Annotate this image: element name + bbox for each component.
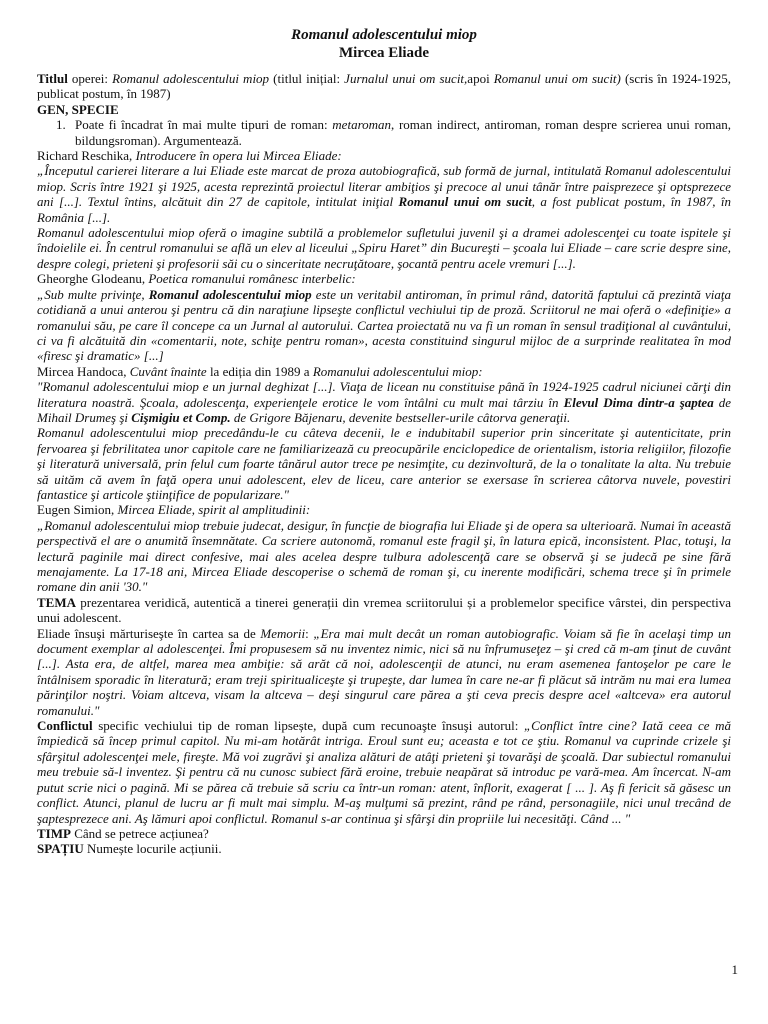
handoca-quote-2: Romanul adolescentului miop precedându-le cu câteva decenii, le e indubitabil superior prin sinceritate şi autenticitate, prin fervoarea şi febrilitatea unor capitole care ne familiarizează cu preocupările enciclopedice de orientalism, istoria religiilor, filozofie şi literatură universală, prin felul cum foarte tânărul autor trece pe nesimţite, cu dezinvoltură, de la o tonalitate la alta. Nu trebuie să uităm că avem în faţă opera unui adolescent, elev de liceu, care anterior se exersase în scrierea câtorva nuvele, povestiri fantastice şi articole ştiinţifice de popularizare." — [37, 425, 731, 502]
gen-list — [37, 117, 731, 148]
simion-quote: „Romanul adolescentului miop trebuie judecat, desigur, în funcţie de biografia lui Eliade şi de opera sa ulterioară. Numai în această perspectivă el are o anumită însemnătate. Ca scriere autonomă, romanul este fragil şi, în latura epică, inconsistent. Plac, totuşi, la lectură paginile mai direct confesive, mai ales acelea despre tulbura adolescenţă care se observă şi se judecă pe sine fără menajamente. La 17-18 ani, Mircea Eliade descoperise o schemă de roman şi, cu inerente modificări, schema trece şi în primele romane din anii '30." — [37, 517, 731, 595]
handoca-intro: Mircea Handoca, Cuvânt înainte la ediția din 1989 a Romanului adolescentului miop: — [37, 363, 483, 379]
document-author: Mircea Eliade — [338, 45, 430, 61]
conflict-paragraph: Conflictul specific vechiului tip de roman lipsește, după cum recunoaşte însuşi autorul: „Conflict între cine? Iată ceea ce mă împiedică să încep primul capitol. Nu mi-am hotărât intriga. Eroul sunt eu; aceasta e tot ce ştiu. Romanul va cuprinde crizele şi sfârşitul adolescenţei mele, fireşte. Mă voi zugrăvi şi analiza alături de atâţi prieteni şi tovarăşi de şcoală. Dar subiectul romanului meu trebuie să-l inventez. Şi pentru că nu cunosc subiect fără eroine, trebuie neapărat să introduc pe vară-mea. Am încercat. N-am putut scrie nici o pagină. Mi se părea că trebuie să scriu ca într-un roman: atent, înflorit, exagerat [ ... ]. Aş fi fericit să găsesc un conflict. Atunci, planul de lucru ar fi mult mai simplu. M-aş mulţumi să prezint, rând pe rând, personagiile, nici unul trecând de şaptesprezece ani. Aş lămuri apoi conflictul. Romanul s-ar continua şi sfârşi din propriile lui necesităţi. Când ... " — [37, 718, 731, 826]
reschika-intro: Richard Reschika, Introducere în opera lui Mircea Eliade: — [37, 148, 342, 164]
page-number: 1 — [731, 962, 738, 977]
simion-intro: Eugen Simion, Mircea Eliade, spirit al amplitudinii: — [37, 502, 311, 518]
document-page — [37, 26, 731, 857]
tema-paragraph: TEMA prezentarea veridică, autentică a tinerei generații din vremea scriitorului și a problemelor specifice vârstei, din perspectiva unui adolescent. — [37, 594, 731, 626]
reschika-quote-1: „Începutul carierei literare a lui Eliade este marcat de proza autobiografică, sub formă de jurnal, intitulată Romanul adolescentului miop. Scris între 1921 şi 1925, acesta reprezintă proiectul literar ambiţios şi precoce al unui tânăr între paisprezece şi optsprezece ani [...]. Textul întins, alcătuit din 27 de capitole, intitulat iniţial Romanul unui om sucit, a fost publicat postum, în 1987, în România [...]. — [37, 163, 731, 225]
gen-specie-heading: GEN, SPECIE — [37, 101, 119, 117]
document-title: Romanul adolescentului miop — [291, 27, 477, 43]
timp-paragraph: TIMP Când se petrece acțiunea? — [37, 825, 209, 841]
reschika-quote-2: Romanul adolescentului miop oferă o imagine subtilă a problemelor sufletului juvenil şi a dramei adolescenţei cu toate ispitele şi îndoielile ei. În centrul romanului se află un elev al liceului „Spiru Haret” din Bucureşti – şcoala lui Eliade – care scrie despre sine, despre colegi, prieteni şi profesorii săi cu o sinceritate necruţătoare, şocantă pentru acele vremuri [...]. — [37, 225, 731, 271]
glodeanu-quote: „Sub multe privinţe, Romanul adolescentului miop este un veritabil antiroman, în primul rând, datorită faptului că prezintă viaţa cotidiană a unui anterou şi pentru că din naraţiune lipseşte conflictul vechiului tip de proză. Scriitorul ne mai oferă o «definiţie» a romanului său, pe care îl concepe ca un Jurnal al autorului. Cartea proiectată nu va fi un roman în sensul tradiţional al cuvântului, ci va fi alcătuită din «comentarii, note, schiţe pentru roman», acesta constituind singurul mijloc de a surprinde realitatea în mod «firesc şi dramatic» [...] — [37, 286, 731, 364]
memorii-paragraph: Eliade însuşi mărturiseşte în cartea sa de Memorii: „Era mai mult decât un roman autobiografic. Voiam să fie în acelaşi timp un document exemplar al adolescenţei. Îmi propusesem să nu inventez nimic, nici să nu înfrumuseţez – şi cred că m-am ţinut de cuvânt [...]. Asta era, de altfel, marea mea ambiţie: să arăt că noi, adolescenţii de atunci, nu eram asemenea fantoşelor pe care le întâlnisem sporadic în literatură; eram treji spiritualiceşte şi trupeşte, dar lumea în care ne-ar fi plăcut să intrăm nu mai era lumea părinţilor noştri. Voiam altceva, visam la altceva – deşi singurul care părea a şti ceva precis despre acel «altceva» era autorul romanului." — [37, 625, 731, 718]
glodeanu-intro: Gheorghe Glodeanu, Poetica romanului românesc interbelic: — [37, 271, 356, 287]
titlul-paragraph: Titlul operei: Romanul adolescentului miop (titlul inițial: Jurnalul unui om sucit,apoi Romanul unui om sucit) (scris în 1924-1925, publicat postum, în 1987) — [37, 71, 731, 102]
handoca-quote-1: "Romanul adolescentului miop e un jurnal deghizat [...]. Viaţa de licean nu constituise până în 1924-1925 cadrul niciunei cărţi din literatura noastră. Şcoala, adolescenţa, experienţele erotice le vom întâlni cu mult mai târziu în Elevul Dima dintr-a şaptea de Mihail Drumeş şi Cişmigiu et Comp. de Grigore Băjenaru, devenite bestseller-urile câtorva generaţii. — [37, 379, 731, 425]
list-item: 1. Poate fi încadrat în mai multe tipuri de roman: metaroman, roman indirect, antiroman, roman despre scrierea unui roman, bildungsroman). Argumentează. — [69, 117, 731, 148]
spatiu-paragraph: SPAȚIU Numește locurile acțiunii. — [37, 841, 222, 857]
